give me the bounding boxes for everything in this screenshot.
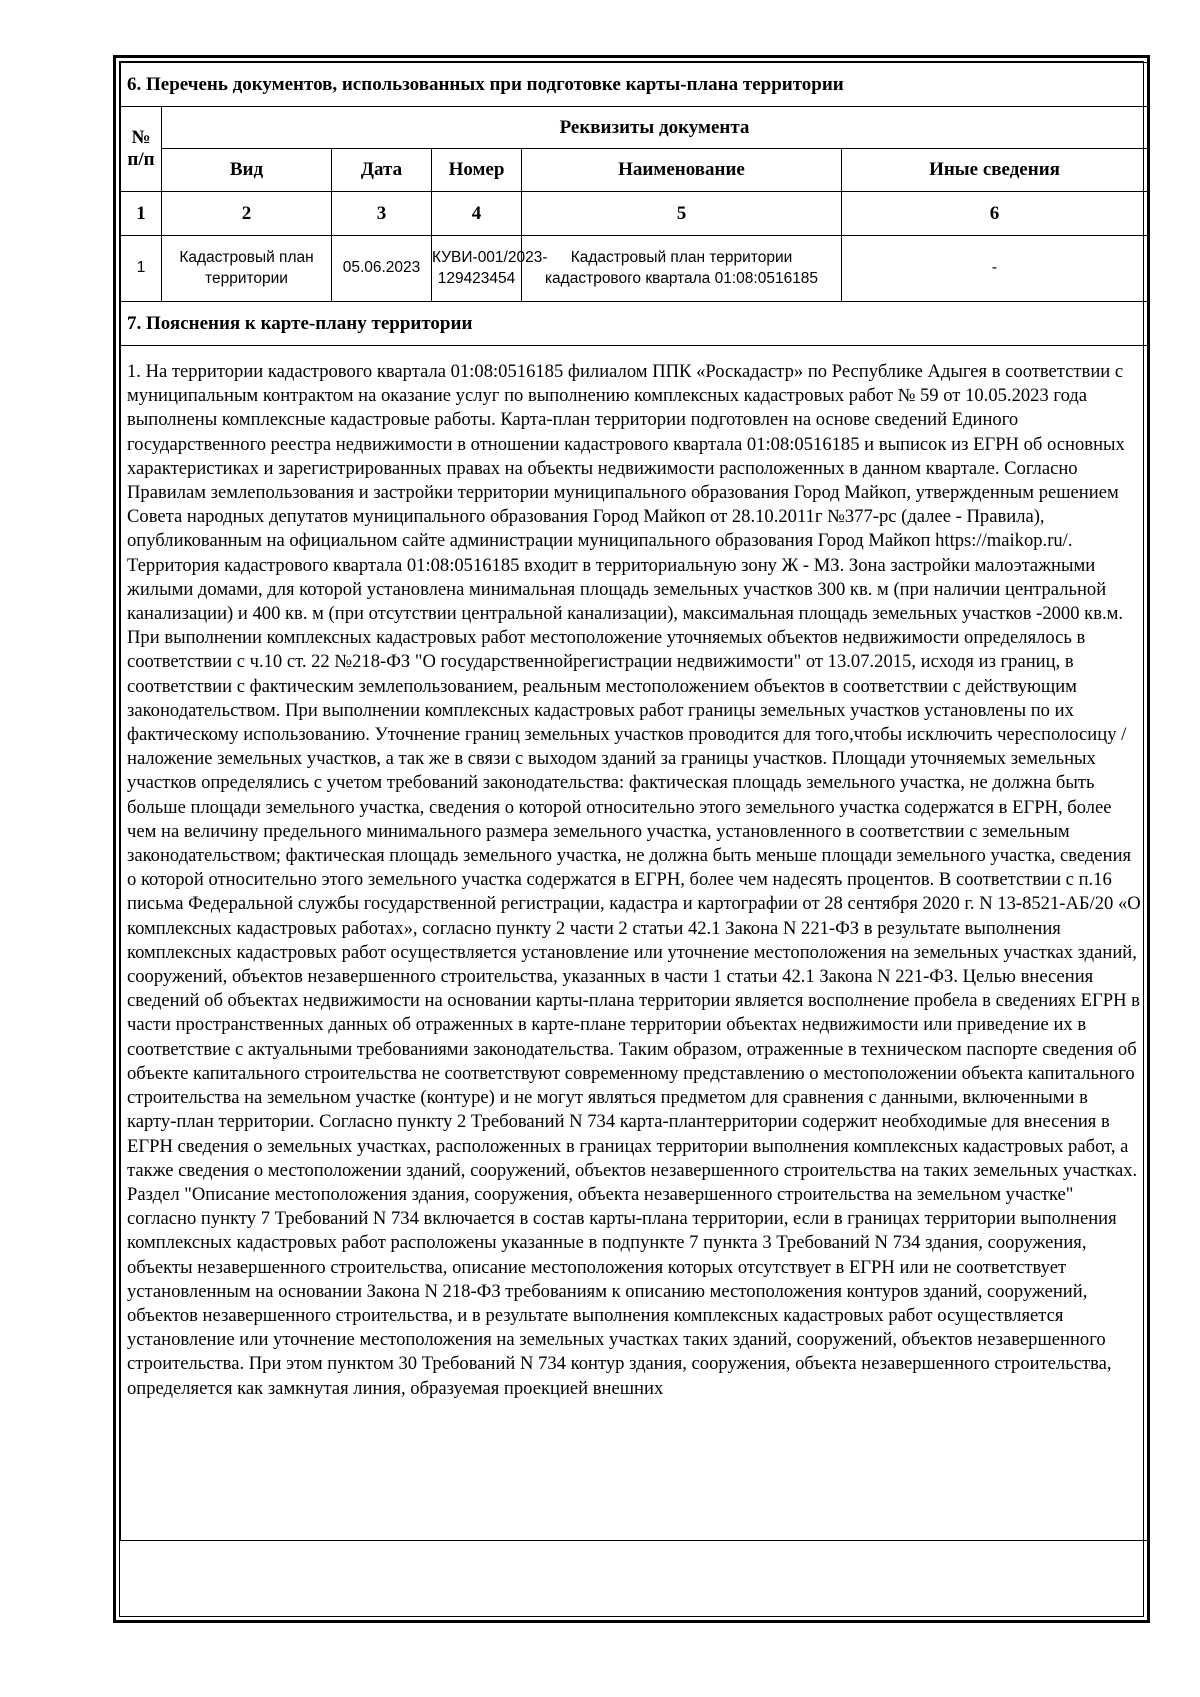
column-number-2: 2 — [162, 192, 332, 236]
row-doc-number: КУВИ-001/2023-129423454 — [432, 236, 522, 302]
section-7-text: 1. На территории кадастрового квартала 01:08:0516185 филиалом ППК «Роскадастр» по Республике Адыгея в соответствии с муниципальным контрактом на оказание услуг по выполнению комплексных кадастровых работ № 59 от 10.05.2023 года выполнены комплексные кадастровые работы. Карта-план территории подготовлен на основе сведений Единого государственного реестра недвижимости в отношении кадастрового квартала 01:08:0516185 и выписок из ЕГРН об основных характеристиках и зарегистрированных правах на объекты недвижимости расположенных в данном квартале. Согласно Правилам землепользования и застройки территории муниципального образования Город Майкоп, утвержденным решением Совета народных депутатов муниципального образования Город Майкоп от 28.10.2011г №377-рс (далее - Правила), опубликованным на официальном сайте администрации муниципального образования Город Майкоп https://maikop.ru/. Территория кадастрового квартала 01:08:0516185 входит в территориальную зону Ж - МЗ. Зона застройки малоэтажными жилыми домами, для которой установлена минимальная площадь земельных участков 300 кв. м (при наличии центральной канализации) и 400 кв. м (при отсутствии центральной канализации), максимальная площадь земельных участков -2000 кв.м. При выполнении комплексных кадастровых работ местоположение уточняемых объектов недвижимости определялось в соответствии с ч.10 ст. 22 №218-ФЗ "О государственнойрегистрации недвижимости" от 13.07.2015, исходя из границ, в соответствии с фактическим землепользованием, реальным местоположением объектов в соответствии с действующим законодательством. При выполнении комплексных кадастровых работ границы земельных участков установлены по их фактическому использованию. Уточнение границ земельных участков проводится для того,чтобы исключить чересполосицу /наложение земельных участков, а так же в связи с выходом зданий за границы участков. Площади уточняемых земельных участков определялись с учетом требований законодательства: фактическая площадь земельного участка, не должна быть больше площади земельного участка, сведения о которой относительно этого земельного участка содержатся в ЕГРН, более чем на величину предельного минимального размера земельного участка, установленного в соответствии с земельным законодательством; фактическая площадь земельного участка, не должна быть меньше площади земельного участка, сведения о которой относительно этого земельного участка содержатся в ЕГРН, более чем надесять процентов. В соответствии с п.16 письма Федеральной службы государственной регистрации, кадастра и картографии от 28 сентября 2020 г. N 13-8521-АБ/20 «О комплексных кадастровых работах», согласно пункту 2 части 2 статьи 42.1 Закона N 221-ФЗ в результате выполнения комплексных кадастровых работ осуществляется установление или уточнение местоположения на земельных участках зданий, сооружений, объектов незавершенного строительства, указанных в части 1 статьи 42.1 Закона N 221-ФЗ. Целью внесения сведений об объектах недвижимости на основании карты-плана территории является восполнение пробела в сведениях ЕГРН в части пространственных данных об отраженных в карте-плане территории объектах недвижимости или приведение их в соответствие с актуальными требованиями законодательства. Таким образом, отраженные в техническом паспорте сведения об объекте капитального строительства не соответствуют современному представлению о местоположении объекта капитального строительства на земельном участке (контуре) и не могут являться предметом для сравнения с данными, включенными в карту-план территории. Согласно пункту 2 Требований N 734 карта-плантерритории содержит необходимые для внесения в ЕГРН сведения о земельных участках, расположенных в границах территории выполнения комплексных кадастровых работ, а также сведения о местоположении зданий, сооружений, объектов незавершенного строительства на таких земельных участках. Раздел "Описание местоположения здания, сооружения, объекта незавершенного строительства на земельном участке" согласно пункту 7 Требований N 734 включается в состав карты-плана территории, если в границах территории выполнения комплексных кадастровых работ расположены указанные в подпункте 7 пункта 3 Требований N 734 здания, сооружения, объекты незавершенного строительства, описание местоположения которых отсутствует в ЕГРН или не соответствует установленным на основании Закона N 218-ФЗ требованиям к описанию местоположения контуров зданий, сооружений, объектов незавершенного строительства, и в результате выполнения комплексных кадастровых работ осуществляется установление или уточнение местоположения на земельных участках таких зданий, сооружений, объектов незавершенного строительства. При этом пунктом 30 Требований N 734 контур здания, сооружения, объекта незавершенного строительства, определяется как замкнутая линия, образуемая проекцией внешних — [121, 346, 1148, 1541]
table-row — [121, 236, 1148, 302]
row-number: 1 — [121, 236, 162, 302]
document-inner-frame — [119, 61, 1144, 1617]
documents-table — [120, 62, 1148, 1541]
section-6-title: 6. Перечень документов, использованных при подготовке карты-плана территории — [121, 63, 1148, 107]
header-other-info: Иные сведения — [842, 149, 1148, 192]
row-type: Кадастровый план территории — [162, 236, 332, 302]
column-number-3: 3 — [332, 192, 432, 236]
header-name: Наименование — [522, 149, 842, 192]
row-name: Кадастровый план территории кадастрового квартала 01:08:0516185 — [522, 236, 842, 302]
column-number-5: 5 — [522, 192, 842, 236]
row-date: 05.06.2023 — [332, 236, 432, 302]
header-requisites: Реквизиты документа — [162, 107, 1148, 149]
header-type: Вид — [162, 149, 332, 192]
document-frame — [113, 55, 1150, 1623]
column-number-1: 1 — [121, 192, 162, 236]
column-number-6: 6 — [842, 192, 1148, 236]
header-number: № п/п — [121, 107, 162, 192]
column-number-4: 4 — [432, 192, 522, 236]
header-date: Дата — [332, 149, 432, 192]
section-7-title: 7. Пояснения к карте-плану территории — [121, 302, 1148, 346]
row-other-info: - — [842, 236, 1148, 302]
header-doc-number: Номер — [432, 149, 522, 192]
